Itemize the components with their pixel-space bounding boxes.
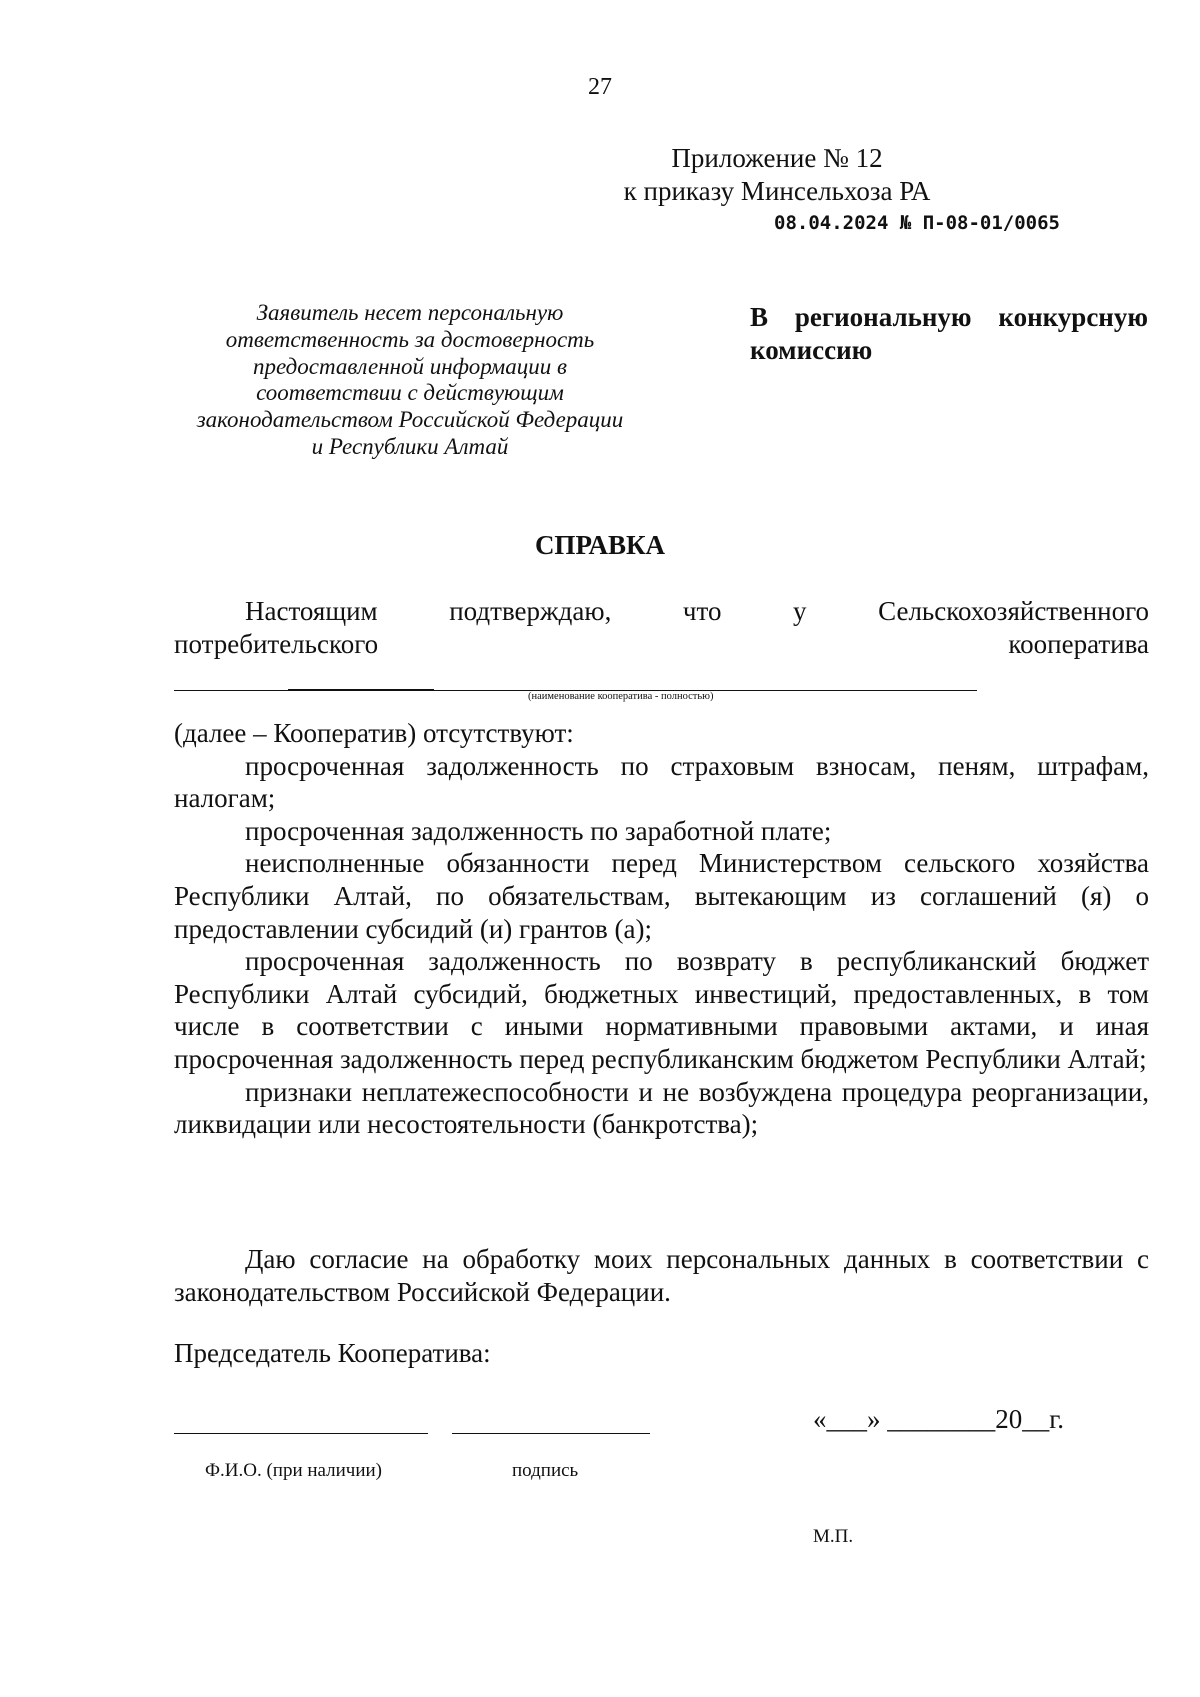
fio-signature-line [174, 1433, 428, 1434]
sign-signature-line [452, 1433, 650, 1434]
intro-word: у [793, 596, 807, 626]
responsibility-disclaimer [168, 300, 652, 461]
personal-data-consent: Даю согласие на обработку моих персональных данных в соответствии с законодательством Российской Федерации. [174, 1244, 1149, 1307]
intro-word: что [682, 596, 722, 626]
body-lead: (далее – Кооператив) отсутствуют: [174, 718, 574, 748]
disclaimer-line: соответствии с действующим [256, 380, 564, 406]
cooperative-name-line-accent [288, 689, 434, 691]
intro-word: подтверждаю, [449, 596, 612, 626]
disclaimer-line: Заявитель несет персональную [256, 300, 564, 325]
document-title: СПРАВКА [534, 530, 666, 560]
intro-word: кооператива [1008, 629, 1149, 659]
fio-label: Ф.И.О. (при наличии) [205, 1460, 383, 1481]
disclaimer-line: законодательством Российской Федерации [196, 407, 624, 433]
appendix-title: Приложение № 12 [671, 143, 883, 173]
registration-stamp: 08.04.2024 № П-08-01/0065 [774, 212, 1060, 234]
intro-word: Настоящим [245, 596, 378, 626]
disclaimer-line: и Республики Алтай [311, 433, 509, 459]
chairman-label: Председатель Кооператива: [174, 1338, 491, 1368]
body-item: просроченная задолженность по заработной плате; [245, 815, 832, 846]
disclaimer-line: ответственность за достоверность [225, 326, 595, 352]
addressee-line: В региональную конкурсную [750, 302, 1148, 332]
signature-label: подпись [512, 1460, 579, 1481]
appendix-header [497, 142, 1060, 238]
body-item: просроченная задолженность по страховым взносам, пеням, штрафам, налогам; [174, 750, 1149, 814]
body-item: неисполненные обязанности перед Министерством сельского хозяйства Республики Алтай, по обязательствам, вытекающим из соглашений (я) о предоставлении субсидий (и) грантов (а); [174, 848, 1149, 944]
cooperative-name-caption: (наименование кооператива - полностью) [528, 691, 714, 702]
intro-word: Сельскохозяйственного [878, 596, 1149, 626]
addressee-line: комиссию [750, 335, 873, 365]
date-field: «___» ________20__г. [813, 1404, 1065, 1434]
body-item: просроченная задолженность по возврату в республиканский бюджет Республики Алтай субсидий, бюджетных инвестиций, предоставленных, в том числе в соответствии с иными нормативными правовыми актами, и иная просроченная задолженность перед республиканским бюджетом Республики Алтай; [174, 946, 1149, 1074]
intro-word: потребительского [174, 629, 379, 659]
disclaimer-line: предоставленной информации в [253, 353, 567, 379]
addressee-block [750, 301, 1148, 367]
body-item: признаки неплатежеспособности и не возбуждена процедура реорганизации, ликвидации или несостоятельности (банкротства); [174, 1076, 1149, 1140]
seal-place-label: М.П. [813, 1526, 854, 1547]
appendix-order-ref: к приказу Минсельхоза РА [623, 176, 931, 206]
intro-line-1 [245, 595, 1149, 628]
certificate-body [174, 717, 1149, 1141]
intro-line-2 [174, 628, 1149, 661]
page-number: 27 [588, 74, 612, 100]
